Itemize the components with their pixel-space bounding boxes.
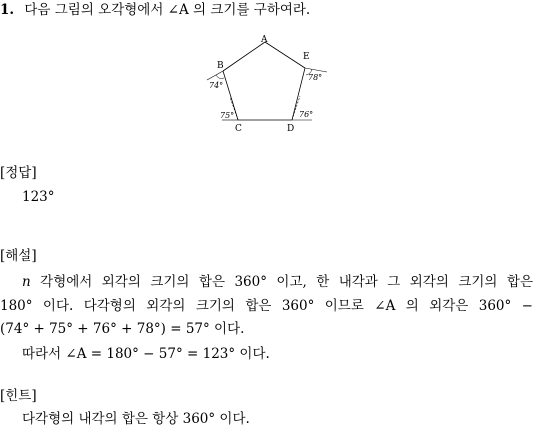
explanation-line-2: 180° 이다. 다각형의 외각의 크기의 합은 360° 이므로 ∠A 의 외각은 360° − (0, 298, 533, 314)
explanation-line-1 (22, 273, 533, 291)
explanation-line-4: 따라서 ∠A = 180° − 57° = 123° 이다. (22, 346, 270, 362)
hint-header: [힌트] (0, 388, 37, 404)
angle-label-74: 74° (209, 81, 224, 90)
vertex-e-label: E (303, 52, 310, 62)
pentagon-figure (195, 30, 335, 135)
explanation-header: [해설] (0, 248, 37, 264)
explanation-line-1-text: 각형에서 외각의 크기의 합은 360° 이고, 한 내각과 그 외각의 크기의 합은 (40, 274, 533, 290)
side-a-b (223, 42, 265, 71)
vertex-a-label: A (261, 35, 268, 45)
extension-e (305, 68, 327, 72)
hint-text: 다각형의 내각의 합은 항상 360° 이다. (22, 411, 250, 427)
question-number: 1. (0, 2, 15, 18)
side-a-e (265, 42, 305, 68)
angle-label-78: 78° (308, 73, 323, 82)
explanation-line-3: (74° + 75° + 76° + 78°) = 57° 이다. (0, 321, 245, 337)
arc-b (216, 75, 224, 79)
vertex-d-label: D (287, 124, 295, 134)
question-line (0, 0, 310, 20)
explanation-n: n (22, 274, 31, 290)
vertex-c-label: C (235, 124, 242, 134)
angle-label-76: 76° (299, 110, 314, 119)
answer-header: [정답] (0, 165, 37, 181)
answer-value: 123° (22, 189, 55, 205)
angle-label-75: 75° (220, 111, 235, 120)
vertex-b-label: B (217, 61, 224, 71)
question-text: 다음 그림의 오각형에서 ∠A 의 크기를 구하여라. (24, 2, 311, 18)
